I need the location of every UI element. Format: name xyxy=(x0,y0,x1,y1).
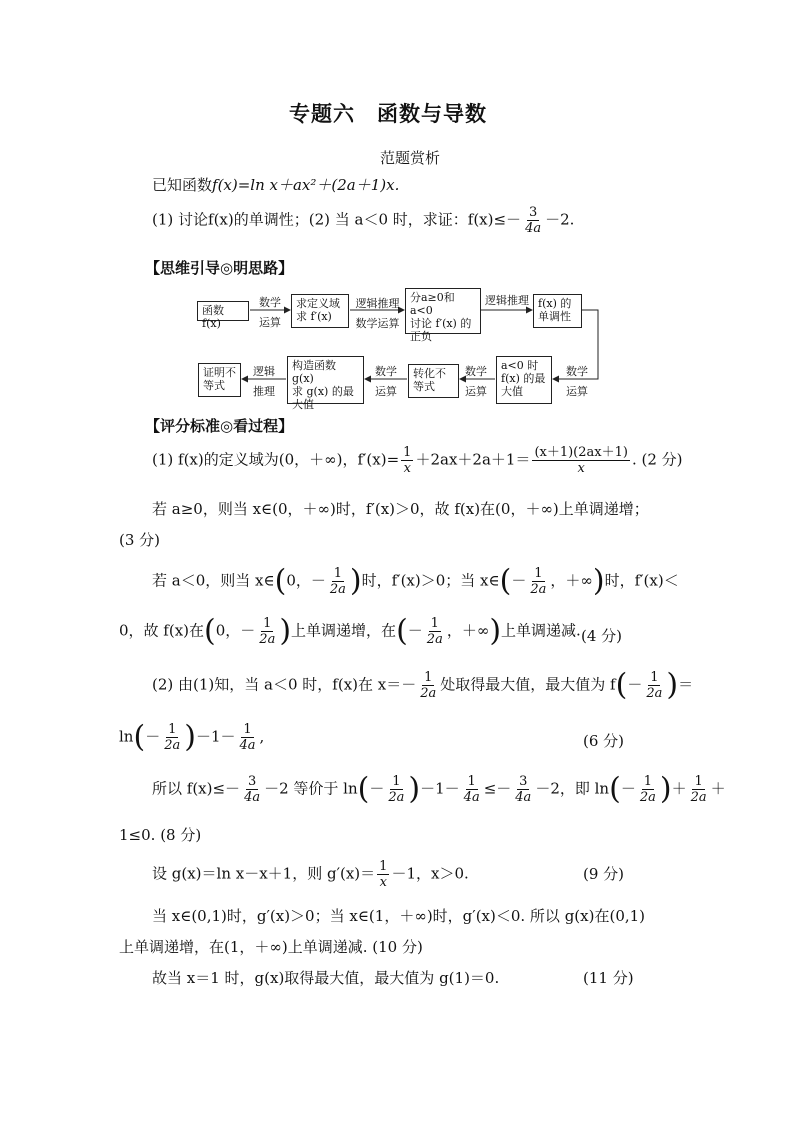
text: －1－ xyxy=(195,727,236,746)
page-title: 专题六 函数与导数 xyxy=(289,101,487,126)
fraction xyxy=(238,722,258,753)
text: － xyxy=(369,779,385,798)
right-paren: ) xyxy=(279,613,292,649)
text: ，＋∞ xyxy=(550,571,593,590)
text: ＋ xyxy=(710,779,726,798)
flow-box-monotonicity: f(x) 的 单调性 xyxy=(533,294,582,328)
frac-num: 1 xyxy=(392,774,401,789)
text: 时，f′(x)＞0；当 x∈ xyxy=(361,571,500,590)
right-paren: ) xyxy=(489,613,502,649)
text: 时，f′(x)＜ xyxy=(604,571,679,590)
flow-label-math-op-4: 数学 运算 xyxy=(375,365,397,398)
right-paren: ) xyxy=(659,771,672,807)
frac-den: 4a xyxy=(525,221,542,236)
right-paren: ) xyxy=(408,771,421,807)
question-text: (1) 讨论f(x)的单调性；(2) 当 a＜0 时，求证：f(x)≤－ xyxy=(152,210,522,229)
frac-num: 1 xyxy=(534,566,543,581)
solution-line-6 xyxy=(119,719,265,755)
flow-box-case-discussion: 分a≥0和a<0 讨论 f′(x) 的 正负 xyxy=(405,288,481,334)
flow-box-transform-inequality: 转化不 等式 xyxy=(408,364,459,398)
fraction xyxy=(242,774,262,805)
frac-num: 3 xyxy=(247,774,257,789)
frac-den: 2a xyxy=(388,790,405,805)
text: (2) 由(1)知，当 a＜0 时，f(x)在 x＝－ xyxy=(152,675,417,694)
fraction xyxy=(418,670,438,701)
text: . (2 分) xyxy=(631,450,683,469)
text: －2，即 ln xyxy=(535,779,610,798)
text: － xyxy=(627,675,643,694)
fraction xyxy=(386,774,406,805)
solution-line-12-points: (11 分) xyxy=(583,969,634,987)
left-paren: ( xyxy=(357,771,370,807)
fraction xyxy=(377,859,389,890)
flow-box-domain-derivative: 求定义域 求 f′(x) xyxy=(291,294,349,328)
section-grade-heading: 【评分标准◎看过程】 xyxy=(145,417,294,435)
stem-prefix: 已知函数 xyxy=(152,176,213,194)
text: － xyxy=(407,621,423,640)
flowchart-arrows xyxy=(0,0,794,420)
solution-line-9 xyxy=(152,859,469,890)
solution-line-9-points: (9 分) xyxy=(583,865,625,883)
text: 0，－ xyxy=(215,621,256,640)
text: 0，－ xyxy=(286,571,326,590)
frac-den: 2a xyxy=(259,632,276,647)
frac-den: x xyxy=(379,875,387,890)
solution-line-5 xyxy=(152,667,694,703)
solution-line-6-points: (6 分) xyxy=(583,732,625,750)
left-paren: ( xyxy=(274,563,287,599)
frac-den: 2a xyxy=(164,738,181,753)
fraction xyxy=(644,670,664,701)
flow-label-math-op-1: 数学 运算 xyxy=(259,296,281,329)
text: 上单调递减. xyxy=(501,621,581,640)
fraction xyxy=(162,722,182,753)
text: (1) f(x)的定义域为(0，＋∞)，f′(x)= xyxy=(152,450,400,469)
frac-num: 1 xyxy=(263,616,272,631)
frac-num: 1 xyxy=(243,722,252,737)
solution-line-1 xyxy=(152,445,683,476)
text: －1－ xyxy=(420,779,460,798)
right-paren: ) xyxy=(592,563,605,599)
flow-label-math-op-2: 数学 运算 xyxy=(566,365,588,398)
text: ≤－ xyxy=(483,779,512,798)
frac-den: 2a xyxy=(639,790,656,805)
text: 处取得最大值，最大值为 f xyxy=(440,675,616,694)
solution-line-4-points: (4 分) xyxy=(581,627,623,645)
text: 设 g(x)＝ln x－x＋1，则 g′(x)＝ xyxy=(152,864,376,883)
right-paren: ) xyxy=(349,563,362,599)
frac-den: 2a xyxy=(646,686,663,701)
frac-num: 1 xyxy=(430,616,439,631)
text: 所以 f(x)≤－ xyxy=(152,779,241,798)
fraction xyxy=(328,566,348,597)
text: － xyxy=(511,571,527,590)
right-paren: ) xyxy=(666,667,679,703)
stem-formula: f(x)=ln x＋ax²＋(2a＋1)x. xyxy=(212,176,400,194)
solution-line-2: 若 a≥0，则当 x∈(0，＋∞)时，f′(x)＞0，故 f(x)在(0，＋∞)上单调递增； xyxy=(152,500,649,518)
flow-label-logic-math: 逻辑推理 数学运算 xyxy=(355,297,400,330)
fraction xyxy=(257,616,277,647)
text: ln xyxy=(119,727,134,746)
frac-den: 2a xyxy=(329,582,346,597)
text: 若 a＜0，则当 x∈ xyxy=(152,571,275,590)
frac-den: 4a xyxy=(239,738,256,753)
flow-box-max-value: a<0 时 f(x) 的最 大值 xyxy=(496,356,552,404)
frac-num: 1 xyxy=(424,670,433,685)
frac-den: x xyxy=(403,461,411,476)
frac-den: 4a xyxy=(515,790,532,805)
fraction xyxy=(462,774,482,805)
solution-line-11: 上单调递增，在(1，＋∞)上单调递减. (10 分) xyxy=(119,938,423,956)
flow-label-math-op-3: 数学 运算 xyxy=(465,365,487,398)
left-paren: ( xyxy=(133,719,146,755)
fraction xyxy=(513,774,533,805)
flow-box-function: 函数 f(x) xyxy=(197,301,249,321)
left-paren: ( xyxy=(499,563,512,599)
frac-den: 2a xyxy=(530,582,547,597)
text: －2 等价于 ln xyxy=(264,779,358,798)
text: － xyxy=(145,727,161,746)
text: ＝ xyxy=(678,675,694,694)
left-paren: ( xyxy=(615,667,628,703)
frac-num: 3 xyxy=(528,205,538,220)
right-paren: ) xyxy=(184,719,196,755)
left-paren: ( xyxy=(204,613,216,649)
text: ＋2ax＋2a＋1＝ xyxy=(415,450,531,469)
left-paren: ( xyxy=(609,771,621,807)
frac-num: (x＋1)(2ax＋1) xyxy=(534,445,628,460)
fraction xyxy=(532,445,630,476)
frac-den: 4a xyxy=(463,790,480,805)
frac-num: 1 xyxy=(379,859,388,874)
frac-den: 2a xyxy=(426,632,443,647)
section-think-heading: 【思维引导◎明思路】 xyxy=(145,259,294,277)
fraction xyxy=(425,616,445,647)
text: 上单调递增，在 xyxy=(291,621,397,640)
frac-num: 3 xyxy=(519,774,528,789)
frac-den: 2a xyxy=(690,790,707,805)
fraction xyxy=(401,445,413,476)
frac-num: 1 xyxy=(467,774,476,789)
page-subtitle: 范题赏析 xyxy=(380,149,441,167)
fraction xyxy=(528,566,548,597)
frac-num: 1 xyxy=(333,566,343,581)
solution-line-8: 1≤0. (8 分) xyxy=(119,826,202,844)
text: 0，故 f(x)在 xyxy=(119,621,205,640)
frac-den: 4a xyxy=(244,790,261,805)
solution-line-10: 当 x∈(0,1)时，g′(x)＞0；当 x∈(1，＋∞)时，g′(x)＜0. 所以 g(x)在(0,1) xyxy=(152,907,646,925)
flow-box-prove-inequality: 证明不 等式 xyxy=(198,363,241,397)
text: － xyxy=(620,779,636,798)
text: ，＋∞ xyxy=(446,621,490,640)
fraction xyxy=(689,774,709,805)
flow-box-construct-g: 构造函数 g(x) 求 g(x) 的最 大值 xyxy=(287,356,364,404)
solution-line-4 xyxy=(119,613,581,649)
frac-num: 1 xyxy=(650,670,659,685)
frac-num: 1 xyxy=(403,445,412,460)
frac-num: 1 xyxy=(168,722,177,737)
frac-num: 1 xyxy=(694,774,703,789)
frac-den: 2a xyxy=(420,686,437,701)
text: ＋ xyxy=(671,779,687,798)
left-paren: ( xyxy=(396,613,408,649)
frac-num: 1 xyxy=(643,774,652,789)
solution-line-2-points: (3 分) xyxy=(119,531,161,549)
question-tail: －2. xyxy=(545,210,575,229)
fraction xyxy=(638,774,658,805)
solution-line-7 xyxy=(152,771,726,807)
solution-line-12: 故当 x＝1 时，g(x)取得最大值，最大值为 g(1)＝0. xyxy=(152,969,500,987)
solution-line-3 xyxy=(152,563,679,599)
text: －1，x＞0. xyxy=(391,864,469,883)
flow-label-logic-2: 逻辑 推理 xyxy=(253,365,275,398)
frac-den: x xyxy=(577,461,585,476)
text: , xyxy=(259,727,265,746)
flow-label-logic-1: 逻辑推理 xyxy=(485,294,529,307)
